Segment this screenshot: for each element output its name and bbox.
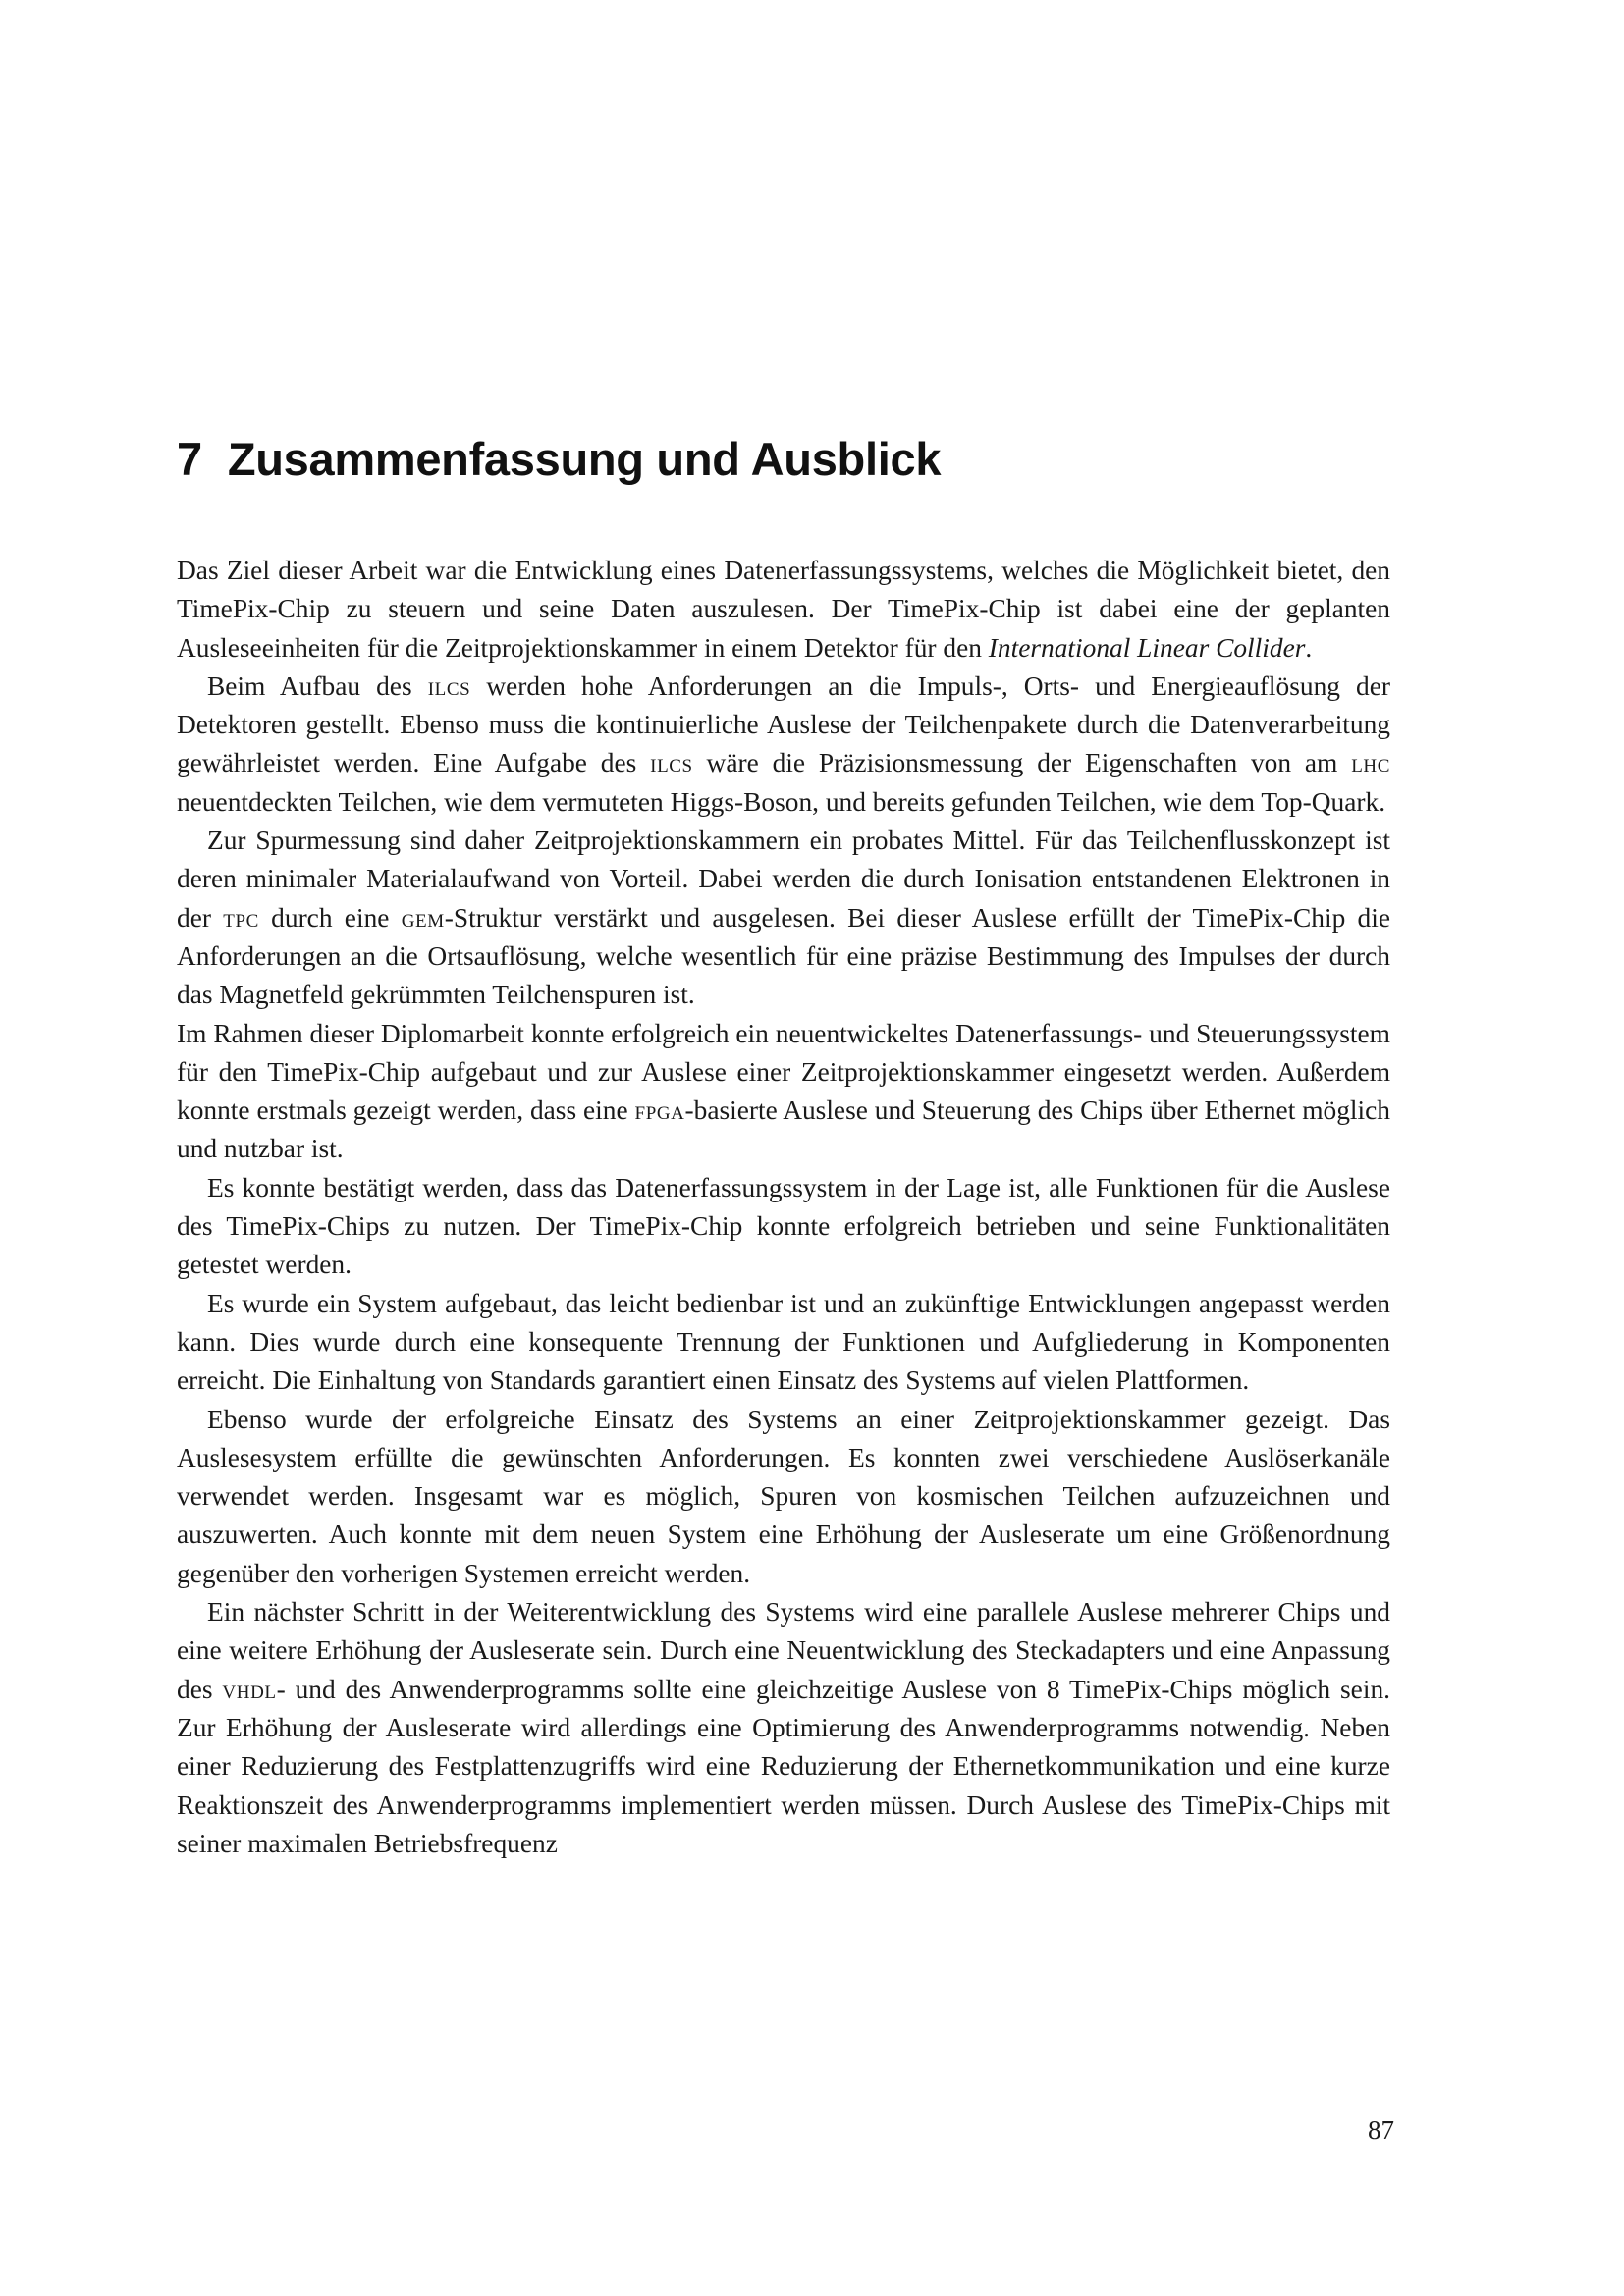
body-paragraph <box>177 822 1390 1014</box>
text-run: Ein nächster Schritt in der Weiterentwicklung des Systems wird eine parallele Auslese mehrerer Chips und eine weitere Erhöhung der Ausleserate sein. Durch eine Neuentwicklung des Steckadapters und eine Anpassung des <box>177 1597 1390 1704</box>
acronym: gem <box>401 902 445 933</box>
acronym: ilcs <box>650 748 693 778</box>
body-paragraph <box>177 1285 1390 1401</box>
body-paragraph <box>177 667 1390 822</box>
text-run: - und des Anwenderprogramms sollte eine gleichzeitige Auslese von 8 TimePix-Chips möglich sein. Zur Erhöhung der Ausleserate wird allerdings eine Optimierung des Anwenderprogramms notwendig. Neben einer Reduzierung des Festplattenzugriffs wird eine Reduzierung der Ethernetkommunikation und eine kurze Reaktionszeit des Anwenderprogramms implementiert werden müssen. Durch Auslese des TimePix-Chips mit seiner maximalen Betriebsfrequenz <box>177 1674 1390 1858</box>
text-run: -Struktur verstärkt und ausgelesen. Bei dieser Auslese erfüllt der TimePix-Chip die Anforderungen an die Ortsauflösung, welche wesentlich für eine präzise Bestimmung des Impulses der durch das Magnetfeld gekrümmten Teilchenspuren ist. <box>177 902 1390 1010</box>
chapter-title: Zusammenfassung und Ausblick <box>227 433 942 485</box>
text-run: Im Rahmen dieser Diplomarbeit konnte erfolgreich ein neuentwickeltes Datenerfassungs- und Steuerungssystem für den TimePix-Chip aufgebaut und zur Auslese einer Zeitprojektionskammer eingesetzt werden. Außerdem konnte erstmals gezeigt werden, dass eine <box>177 1018 1390 1126</box>
acronym: tpc <box>223 902 259 933</box>
text-run: . <box>1305 632 1313 663</box>
text-run: Zur Spurmessung sind daher Zeitprojektionskammern ein probates Mittel. Für das Teilchenflusskonzept ist deren minimaler Materialaufwand von Vorteil. Dabei werden die durch Ionisation entstandenen Elektronen in der <box>177 826 1390 933</box>
body-paragraph <box>177 1015 1390 1169</box>
body-paragraph <box>177 1401 1390 1593</box>
acronym: fpga <box>634 1095 685 1126</box>
acronym: ilcs <box>427 670 471 701</box>
text-run: neuentdeckten Teilchen, wie dem vermuteten Higgs-Boson, und bereits gefunden Teilchen, wie dem Top-Quark. <box>177 786 1386 817</box>
text-run: Es wurde ein System aufgebaut, das leicht bedienbar ist und an zukünftige Entwicklungen angepasst werden kann. Dies wurde durch eine konsequente Trennung der Funktionen und Aufgliederung in Komponenten erreicht. Die Einhaltung von Standards garantiert einen Einsatz des Systems auf vielen Plattformen. <box>177 1288 1390 1396</box>
text-run: Beim Aufbau des <box>207 670 428 701</box>
chapter-number: 7 <box>177 433 202 485</box>
italic-term: International Linear Collider <box>988 632 1306 663</box>
page-number: 87 <box>1368 2115 1394 2145</box>
text-run: wäre die Präzisionsmessung der Eigenschaften von am <box>692 748 1352 778</box>
text-run: Das Ziel dieser Arbeit war die Entwicklung eines Datenerfassungssystems, welches die Möglichkeit bietet, den TimePix-Chip zu steuern und seine Daten auszulesen. Der TimePix-Chip ist dabei eine der geplanten Ausleseeinheiten für die Zeitprojektionskammer in einem Detektor für den <box>177 556 1390 663</box>
text-run: Es konnte bestätigt werden, dass das Datenerfassungssystem in der Lage ist, alle Funktionen für die Auslese des TimePix-Chips zu nutzen. Der TimePix-Chip konnte erfolgreich betrieben und seine Funktionalitäten getestet werden. <box>177 1172 1390 1280</box>
acronym: lhc <box>1351 748 1390 778</box>
chapter-heading <box>177 428 1394 491</box>
body-paragraph <box>177 1593 1390 1863</box>
text-run: -basierte Auslese und Steuerung des Chips über Ethernet möglich und nutzbar ist. <box>177 1095 1390 1164</box>
body-paragraph <box>177 552 1390 667</box>
acronym: vhdl <box>222 1674 277 1704</box>
chapter-body <box>177 552 1390 1863</box>
body-paragraph <box>177 1169 1390 1285</box>
text-run: Ebenso wurde der erfolgreiche Einsatz des Systems an einer Zeitprojektionskammer gezeigt. Das Auslesesystem erfüllte die gewünschten Anforderungen. Es konnten zwei verschiedene Auslöserkanäle verwendet werden. Insgesamt war es möglich, Spuren von kosmischen Teilchen aufzuzeichnen und auszuwerten. Auch konnte mit dem neuen System eine Erhöhung der Ausleserate um eine Größenordnung gegenüber den vorherigen Systemen erreicht werden. <box>177 1404 1390 1588</box>
text-run: durch eine <box>258 902 402 933</box>
text-run: werden hohe Anforderungen an die Impuls-, Orts- und Energieauflösung der Detektoren gestellt. Ebenso muss die kontinuierliche Auslese der Teilchenpakete durch die Datenverarbeitung gewährleistet werden. Eine Aufgabe des <box>177 670 1391 778</box>
